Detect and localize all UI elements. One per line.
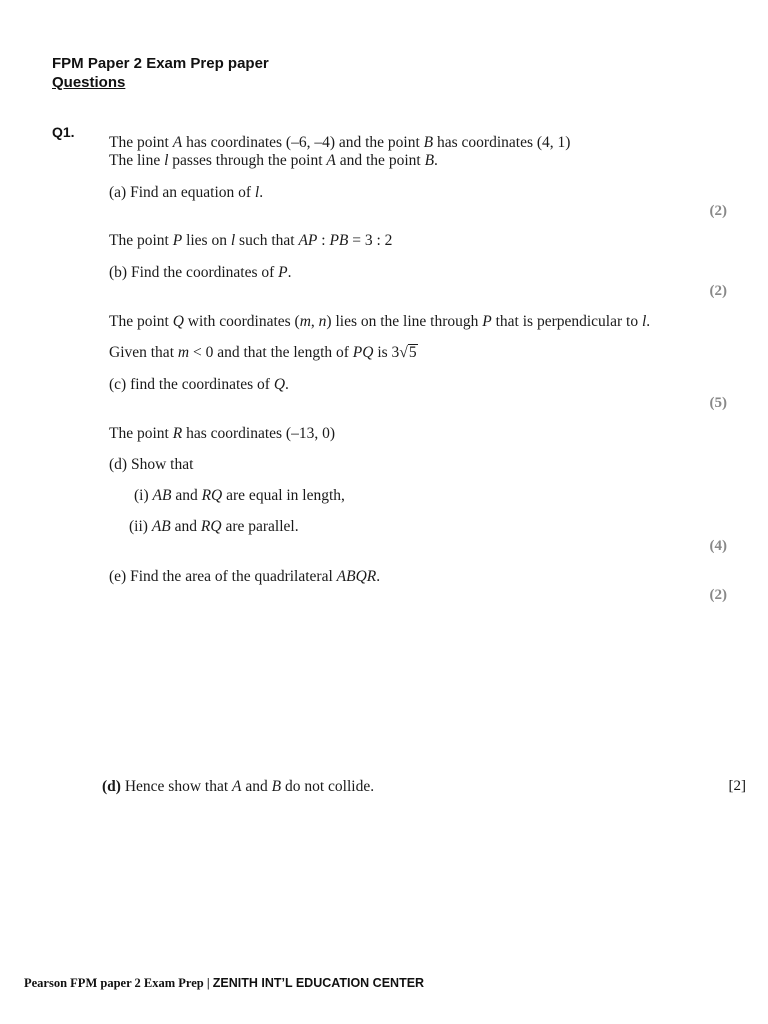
extra-question: (d) Hence show that A and B do not collide. [102, 778, 375, 795]
footer-right: ZENITH INT’L EDUCATION CENTER [212, 976, 425, 990]
part-d: (d) Show that [109, 456, 194, 473]
part-e-marks: (2) [709, 587, 727, 603]
stem-point-q: The point Q with coordinates (m, n) lies on the line through P that is perpendicular to l. [109, 313, 651, 330]
stem-point-r: The point R has coordinates (–13, 0) [109, 425, 335, 442]
footer-left: Pearson FPM paper 2 Exam Prep | [24, 976, 213, 990]
page-footer [24, 976, 424, 991]
question-number: Q1. [52, 124, 75, 140]
section-heading: Questions [52, 74, 126, 91]
stem-point-p: The point P lies on l such that AP : PB = 3 : 2 [109, 232, 393, 249]
question-intro-line-2: The line l passes through the point A and the point B. [109, 152, 438, 169]
page-title: FPM Paper 2 Exam Prep paper [52, 55, 269, 72]
part-d-ii: (ii) AB and RQ are parallel. [129, 518, 299, 535]
part-a-marks: (2) [709, 203, 727, 219]
part-d-i: (i) AB and RQ are equal in length, [134, 487, 345, 504]
part-c: (c) find the coordinates of Q. [109, 376, 289, 393]
given-condition: Given that m < 0 and that the length of PQ is 3√5 [109, 344, 417, 361]
part-b-marks: (2) [709, 283, 727, 299]
question-intro-line-1: The point A has coordinates (–6, –4) and the point B has coordinates (4, 1) [109, 134, 571, 151]
extra-question-marks: [2] [728, 778, 746, 794]
part-b: (b) Find the coordinates of P. [109, 264, 292, 281]
part-e: (e) Find the area of the quadrilateral ABQR. [109, 568, 381, 585]
part-c-marks: (5) [709, 395, 727, 411]
sqrt-radicand: 5 [408, 344, 417, 361]
part-a: (a) Find an equation of l. [109, 184, 264, 201]
part-d-marks: (4) [709, 538, 727, 554]
